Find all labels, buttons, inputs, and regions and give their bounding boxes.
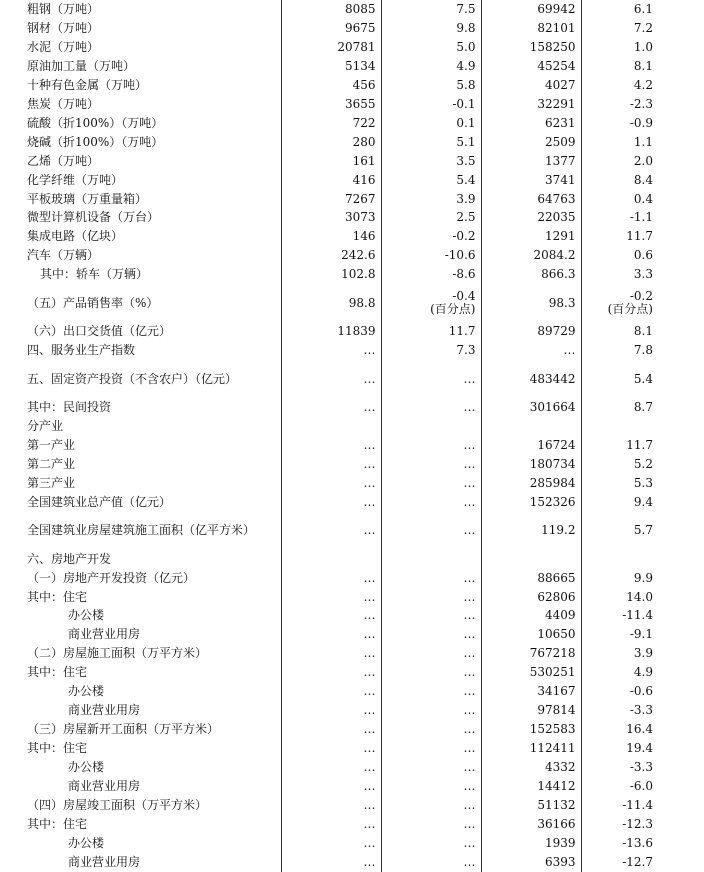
cell-v3: 22035 <box>481 208 581 227</box>
cell-v1: … <box>281 758 381 777</box>
cell-v4: 1.0 <box>581 38 681 57</box>
cell-v3: 3741 <box>481 171 581 190</box>
cell-v2: 5.4 <box>381 171 481 190</box>
table-row <box>22 607 681 626</box>
table-row <box>22 815 681 834</box>
table-row <box>22 474 681 493</box>
cell-v1: … <box>281 474 381 493</box>
row-label: 钢材（万吨） <box>27 20 100 35</box>
cell-v2: -10.6 <box>381 246 481 265</box>
row-label: 办公楼 <box>68 835 105 850</box>
cell-v2: -0.1 <box>381 95 481 114</box>
cell-v4 <box>581 417 681 436</box>
row-label: （一）房地产开发投资（亿元） <box>27 570 196 585</box>
cell-v4: 8.7 <box>581 398 681 417</box>
row-label: （三）房屋新开工面积（万平方米） <box>27 722 220 737</box>
cell-unit: (百分点) <box>430 302 476 317</box>
table-row <box>22 152 681 171</box>
cell-unit: (百分点) <box>607 302 653 317</box>
cell-v4: 0.6 <box>581 246 681 265</box>
cell-v3: 1291 <box>481 227 581 246</box>
table-row <box>22 171 681 190</box>
row-label: 分产业 <box>27 418 64 433</box>
cell-v3: 10650 <box>481 625 581 644</box>
table-row <box>22 493 681 512</box>
row-label: 十种有色金属（万吨） <box>27 77 148 92</box>
row-label: （五）产品销售率（%） <box>27 295 159 310</box>
cell-v2: … <box>381 815 481 834</box>
cell-v3: 97814 <box>481 701 581 720</box>
cell-v1: … <box>281 455 381 474</box>
cell-v4: 3.9 <box>581 644 681 663</box>
row-label: 集成电路（亿块） <box>27 229 124 244</box>
cell-v1: 456 <box>281 76 381 95</box>
cell-v4: 2.0 <box>581 152 681 171</box>
cell-v1: … <box>281 701 381 720</box>
table-row <box>22 663 681 682</box>
row-label: 全国建筑业房屋建筑施工面积（亿平方米） <box>27 523 256 538</box>
cell-v4: -0.6 <box>581 682 681 701</box>
row-label: 全国建筑业总产值（亿元） <box>27 494 172 509</box>
cell-v3: 2084.2 <box>481 246 581 265</box>
table-row <box>22 57 681 76</box>
cell-v3: 51132 <box>481 796 581 815</box>
table-row <box>22 208 681 227</box>
cell-v4: -1.1 <box>581 208 681 227</box>
cell-v4: 8.1 <box>581 57 681 76</box>
cell-v1: … <box>281 720 381 739</box>
table-row <box>22 758 681 777</box>
cell-v2: 7.3 <box>381 341 481 360</box>
table-row <box>22 834 681 853</box>
cell-v4: 16.4 <box>581 720 681 739</box>
cell-v1: 3655 <box>281 95 381 114</box>
cell-v2: … <box>381 853 481 872</box>
cell-v2: 3.9 <box>381 190 481 209</box>
row-label: （二）房屋施工面积（万平方米） <box>27 646 208 661</box>
cell-v3 <box>481 550 581 569</box>
cell-v2 <box>381 417 481 436</box>
cell-v2: … <box>381 682 481 701</box>
cell-v3: 14412 <box>481 777 581 796</box>
table-row <box>22 739 681 758</box>
row-label: 办公楼 <box>68 684 105 699</box>
cell-v1: 5134 <box>281 57 381 76</box>
cell-v4: -12.3 <box>581 815 681 834</box>
row-label: 四、服务业生产指数 <box>27 343 136 358</box>
cell-v3: 285984 <box>481 474 581 493</box>
table-row <box>22 190 681 209</box>
cell-v2: 3.5 <box>381 152 481 171</box>
row-label: 五、固定资产投资（不含农户）（亿元） <box>27 371 238 386</box>
cell-v2: … <box>381 455 481 474</box>
cell-v2: 4.9 <box>381 57 481 76</box>
row-label: 商业营业用房 <box>68 627 141 642</box>
cell-v3: 119.2 <box>481 512 581 550</box>
cell-v2: … <box>381 834 481 853</box>
table-row <box>22 0 681 19</box>
statistics-table-body <box>22 0 681 872</box>
cell-v2: … <box>381 701 481 720</box>
cell-v4: -0.9 <box>581 114 681 133</box>
cell-v1: … <box>281 739 381 758</box>
cell-v3: 89729 <box>481 322 581 341</box>
cell-v3: … <box>481 341 581 360</box>
cell-v3: 180734 <box>481 455 581 474</box>
statistics-table <box>22 0 681 872</box>
cell-v2: 7.5 <box>381 0 481 19</box>
cell-v4: -11.4 <box>581 796 681 815</box>
cell-v2: … <box>381 607 481 626</box>
table-row <box>22 682 681 701</box>
cell-v1 <box>281 417 381 436</box>
cell-value: -0.4 <box>452 289 476 304</box>
cell-v4: 5.2 <box>581 455 681 474</box>
cell-v3: 6393 <box>481 853 581 872</box>
cell-v3: 4332 <box>481 758 581 777</box>
cell-v1: … <box>281 512 381 550</box>
cell-v3: 16724 <box>481 436 581 455</box>
cell-v4: 5.7 <box>581 512 681 550</box>
cell-v4: 7.2 <box>581 19 681 38</box>
cell-v3: 152326 <box>481 493 581 512</box>
cell-v1: 280 <box>281 133 381 152</box>
cell-v2: … <box>381 588 481 607</box>
table-row <box>22 417 681 436</box>
cell-v1: 161 <box>281 152 381 171</box>
cell-v1: … <box>281 663 381 682</box>
table-row <box>22 284 681 322</box>
cell-v3: 4409 <box>481 607 581 626</box>
cell-v1: 8085 <box>281 0 381 19</box>
cell-v4: 9.9 <box>581 569 681 588</box>
cell-v2 <box>381 284 481 322</box>
cell-v3: 32291 <box>481 95 581 114</box>
row-label: 汽车（万辆） <box>27 248 100 263</box>
cell-v3: 158250 <box>481 38 581 57</box>
row-label: 粗钢（万吨） <box>27 1 100 16</box>
cell-v3: 301664 <box>481 398 581 417</box>
row-label: 微型计算机设备（万台） <box>27 210 160 225</box>
table-row <box>22 38 681 57</box>
row-label: 办公楼 <box>68 608 105 623</box>
row-label: 焦炭（万吨） <box>27 96 100 111</box>
cell-v1: 416 <box>281 171 381 190</box>
cell-v4: 14.0 <box>581 588 681 607</box>
cell-v2: 5.8 <box>381 76 481 95</box>
row-label: 化学纤维（万吨） <box>27 172 124 187</box>
cell-v4: 11.7 <box>581 436 681 455</box>
table-row <box>22 720 681 739</box>
table-row <box>22 796 681 815</box>
cell-v2: … <box>381 436 481 455</box>
table-row <box>22 398 681 417</box>
cell-v3: 98.3 <box>481 284 581 322</box>
cell-v4: 5.3 <box>581 474 681 493</box>
cell-v2: … <box>381 512 481 550</box>
cell-v2: 5.1 <box>381 133 481 152</box>
row-label: 乙烯（万吨） <box>27 153 100 168</box>
cell-v2: … <box>381 569 481 588</box>
cell-v4: 19.4 <box>581 739 681 758</box>
row-label: 其中：住宅 <box>27 589 88 604</box>
cell-v1: … <box>281 341 381 360</box>
cell-v3: 1377 <box>481 152 581 171</box>
cell-v2: -8.6 <box>381 265 481 284</box>
cell-v2: 9.8 <box>381 19 481 38</box>
cell-v4: 11.7 <box>581 227 681 246</box>
cell-v1: 98.8 <box>281 284 381 322</box>
cell-v1: 242.6 <box>281 246 381 265</box>
cell-v3: 82101 <box>481 19 581 38</box>
table-row <box>22 227 681 246</box>
table-row <box>22 360 681 398</box>
cell-v1: … <box>281 436 381 455</box>
cell-value: -0.2 <box>629 289 653 304</box>
cell-v4 <box>581 550 681 569</box>
cell-v3: 62806 <box>481 588 581 607</box>
cell-v1: … <box>281 607 381 626</box>
cell-v4: -3.3 <box>581 758 681 777</box>
row-label: 第二产业 <box>27 456 76 471</box>
cell-v4: -11.4 <box>581 607 681 626</box>
cell-v2: … <box>381 398 481 417</box>
cell-v3: 530251 <box>481 663 581 682</box>
cell-v2: 0.1 <box>381 114 481 133</box>
cell-v1: … <box>281 644 381 663</box>
cell-v1: … <box>281 682 381 701</box>
cell-v1: 722 <box>281 114 381 133</box>
cell-v1: 102.8 <box>281 265 381 284</box>
cell-v2: … <box>381 360 481 398</box>
cell-v4: 4.9 <box>581 663 681 682</box>
table-row <box>22 341 681 360</box>
cell-v2: … <box>381 777 481 796</box>
table-row <box>22 95 681 114</box>
table-row <box>22 76 681 95</box>
cell-v3: 866.3 <box>481 265 581 284</box>
cell-v1: … <box>281 796 381 815</box>
row-label: 商业营业用房 <box>68 854 141 869</box>
cell-v4: 8.4 <box>581 171 681 190</box>
cell-v4: 5.4 <box>581 360 681 398</box>
cell-v1: … <box>281 493 381 512</box>
cell-v1: 20781 <box>281 38 381 57</box>
row-label: 第一产业 <box>27 437 76 452</box>
cell-v1: … <box>281 834 381 853</box>
table-row <box>22 436 681 455</box>
row-label: 商业营业用房 <box>68 779 141 794</box>
row-label: 水泥（万吨） <box>27 39 100 54</box>
table-row <box>22 588 681 607</box>
cell-v4: -12.7 <box>581 853 681 872</box>
row-label: 其中：住宅 <box>27 665 88 680</box>
cell-v4: 1.1 <box>581 133 681 152</box>
cell-v1: 11839 <box>281 322 381 341</box>
cell-v2: … <box>381 493 481 512</box>
table-row <box>22 133 681 152</box>
row-label: 平板玻璃（万重量箱） <box>27 191 148 206</box>
row-label: 其中：轿车（万辆） <box>40 267 149 282</box>
cell-v2: -0.2 <box>381 227 481 246</box>
table-row <box>22 455 681 474</box>
table-row <box>22 512 681 550</box>
cell-v4: 7.8 <box>581 341 681 360</box>
table-row <box>22 322 681 341</box>
cell-v2: … <box>381 625 481 644</box>
row-label: （六）出口交货值（亿元） <box>27 324 172 339</box>
cell-v4: -3.3 <box>581 701 681 720</box>
row-label: 烧碱（折100%）（万吨） <box>27 134 164 149</box>
cell-v2: 11.7 <box>381 322 481 341</box>
row-label: 第三产业 <box>27 475 76 490</box>
cell-v3: 112411 <box>481 739 581 758</box>
cell-v3 <box>481 417 581 436</box>
cell-v1: … <box>281 777 381 796</box>
cell-v3: 2509 <box>481 133 581 152</box>
table-row <box>22 246 681 265</box>
row-label: 其中：住宅 <box>27 741 88 756</box>
cell-v2: … <box>381 758 481 777</box>
cell-v2: … <box>381 644 481 663</box>
table-row <box>22 19 681 38</box>
cell-v1: 3073 <box>281 208 381 227</box>
row-label: 商业营业用房 <box>68 703 141 718</box>
cell-v1: … <box>281 625 381 644</box>
row-label: 硫酸（折100%）（万吨） <box>27 115 164 130</box>
row-label: 原油加工量（万吨） <box>27 58 136 73</box>
row-label: （四）房屋竣工面积（万平方米） <box>27 798 208 812</box>
table-row <box>22 550 681 569</box>
cell-v4: -13.6 <box>581 834 681 853</box>
cell-v3: 36166 <box>481 815 581 834</box>
cell-v2 <box>381 550 481 569</box>
row-label: 六、房地产开发 <box>27 551 112 566</box>
cell-v4: 0.4 <box>581 190 681 209</box>
cell-v1: … <box>281 815 381 834</box>
cell-v1 <box>281 550 381 569</box>
cell-v1: … <box>281 398 381 417</box>
cell-v3: 152583 <box>481 720 581 739</box>
cell-v4: 3.3 <box>581 265 681 284</box>
cell-v4: 4.2 <box>581 76 681 95</box>
cell-v4: 9.4 <box>581 493 681 512</box>
cell-v4: -2.3 <box>581 95 681 114</box>
cell-v2: … <box>381 796 481 815</box>
cell-v3: 45254 <box>481 57 581 76</box>
cell-v3: 64763 <box>481 190 581 209</box>
cell-v2: … <box>381 739 481 758</box>
table-row <box>22 625 681 644</box>
row-label: 办公楼 <box>68 760 105 775</box>
cell-v3: 6231 <box>481 114 581 133</box>
cell-v4 <box>581 284 681 322</box>
cell-v1: … <box>281 853 381 872</box>
cell-v1: … <box>281 569 381 588</box>
row-label: 其中：民间投资 <box>27 399 112 414</box>
table-row <box>22 114 681 133</box>
table-row <box>22 777 681 796</box>
cell-v3: 88665 <box>481 569 581 588</box>
cell-v3: 767218 <box>481 644 581 663</box>
cell-v2: … <box>381 663 481 682</box>
cell-v2: 2.5 <box>381 208 481 227</box>
table-row <box>22 701 681 720</box>
table-row <box>22 853 681 872</box>
cell-v4: 6.1 <box>581 0 681 19</box>
cell-v3: 34167 <box>481 682 581 701</box>
cell-v4: 8.1 <box>581 322 681 341</box>
cell-v3: 483442 <box>481 360 581 398</box>
cell-v2: 5.0 <box>381 38 481 57</box>
cell-v3: 4027 <box>481 76 581 95</box>
cell-v1: 9675 <box>281 19 381 38</box>
cell-v3: 1939 <box>481 834 581 853</box>
cell-v4: -6.0 <box>581 777 681 796</box>
cell-v2: … <box>381 474 481 493</box>
cell-v1: 7267 <box>281 190 381 209</box>
cell-v1: … <box>281 360 381 398</box>
table-row <box>22 265 681 284</box>
cell-v1: 146 <box>281 227 381 246</box>
cell-v4: -9.1 <box>581 625 681 644</box>
table-row <box>22 569 681 588</box>
row-label: 其中：住宅 <box>27 816 88 831</box>
table-row <box>22 644 681 663</box>
cell-v2: … <box>381 720 481 739</box>
cell-v1: … <box>281 588 381 607</box>
cell-v3: 69942 <box>481 0 581 19</box>
